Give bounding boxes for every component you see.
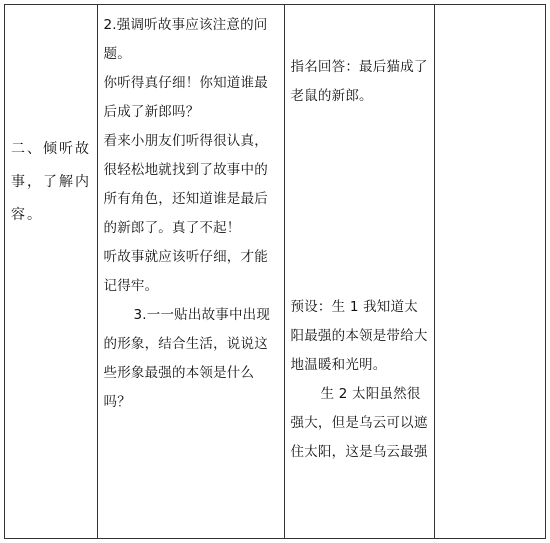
teacher-line-3: 看来小朋友们听得很认真，很轻松地就找到了故事中的所有角色，还知道谁是最后的新郎了。真了不起！ bbox=[103, 133, 268, 236]
teacher-activity-cell bbox=[97, 5, 284, 539]
student-preset-2: 生 2 太阳虽然很强大，但是乌云可以遮住太阳，这是乌云最强 bbox=[290, 386, 428, 460]
stage-cell bbox=[5, 5, 98, 539]
table-row bbox=[5, 5, 546, 539]
student-preset-1: 预设：生 1 我知道太阳最强的本领是带给大地温暖和光明。 bbox=[290, 299, 428, 373]
student-activity-cell bbox=[284, 5, 435, 539]
student-answer-text bbox=[291, 53, 431, 111]
stage-title: 二、倾听故事，了解内容。 bbox=[11, 141, 91, 223]
teacher-line-4: 听故事就应该听仔细，才能记得牢。 bbox=[103, 249, 268, 294]
lesson-plan-table bbox=[4, 4, 546, 539]
notes-cell bbox=[435, 5, 546, 539]
student-preset-text bbox=[291, 293, 431, 467]
student-answer-1: 指名回答：最后猫成了老鼠的新郎。 bbox=[290, 59, 428, 104]
teacher-line-5: 3.一一贴出故事中出现的形象，结合生活，说说这些形象最强的本领是什么吗？ bbox=[103, 307, 271, 410]
teacher-line-2: 你听得真仔细！你知道谁最后成了新郎吗？ bbox=[103, 75, 268, 120]
teacher-line-1: 2.强调听故事应该注意的问题。 bbox=[103, 17, 268, 62]
teacher-activity-text bbox=[104, 11, 280, 417]
